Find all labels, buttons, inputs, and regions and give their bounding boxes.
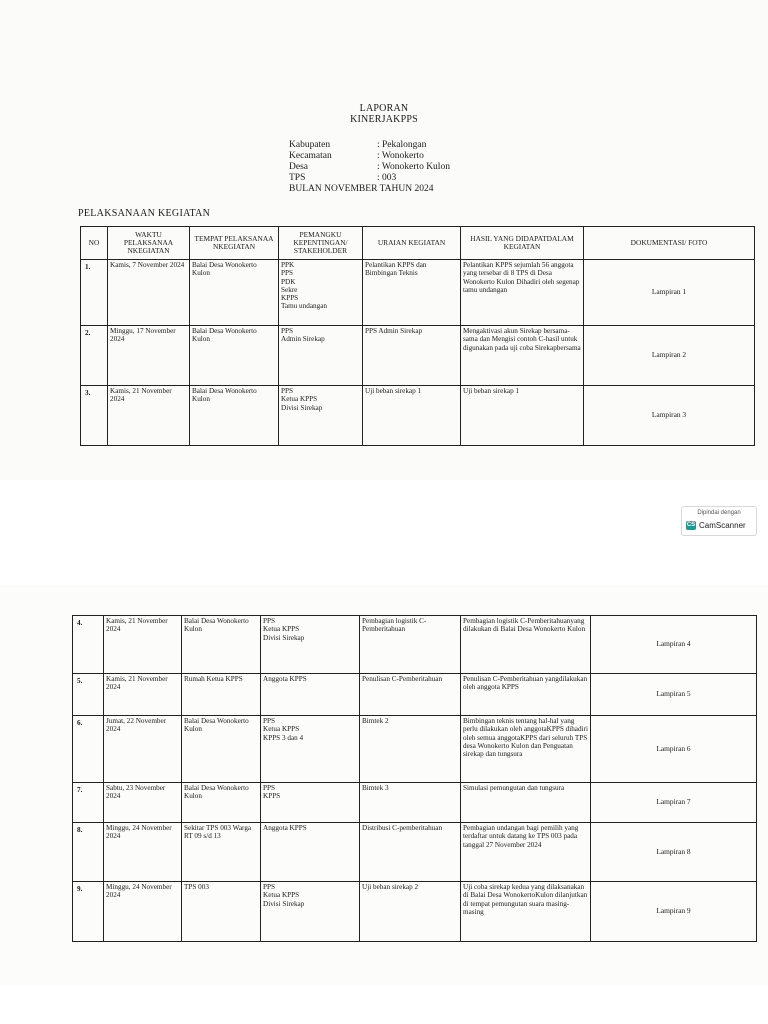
info-value: : Wonokerto Kulon bbox=[377, 162, 450, 172]
table-row bbox=[73, 616, 757, 674]
info-value: : 003 bbox=[377, 173, 397, 183]
column-header-waktu: WAKTU PELAKSANAA NKEGIATAN bbox=[108, 227, 190, 260]
info-row-kabupaten bbox=[289, 140, 450, 151]
cell-waktu: Minggu, 24 November 2024 bbox=[104, 882, 182, 942]
cell-dokumentasi: Lampiran 7 bbox=[591, 783, 757, 823]
info-row-kecamatan bbox=[289, 151, 450, 162]
stakeholder-line: PPS bbox=[263, 883, 275, 891]
info-label: Kecamatan bbox=[289, 151, 332, 161]
cell-waktu: Kamis, 21 November 2024 bbox=[108, 386, 190, 446]
cell-stakeholder bbox=[279, 326, 363, 386]
cell-hasil: Uji beban sirekap 1 bbox=[461, 386, 584, 446]
cell-dokumentasi: Lampiran 9 bbox=[591, 882, 757, 942]
cell-tempat: Rumah Ketua KPPS bbox=[182, 674, 261, 716]
report-title-line-1: LAPORAN bbox=[359, 103, 409, 114]
column-header-no: NO bbox=[81, 227, 108, 260]
column-header-uraian: URAIAN KEGIATAN bbox=[363, 227, 461, 260]
cell-tempat: Balai Desa Wonokerto Kulon bbox=[190, 326, 279, 386]
cell-uraian: Uji beban sirekap 1 bbox=[363, 386, 461, 446]
report-info-block bbox=[289, 140, 450, 195]
table-row bbox=[81, 386, 755, 446]
cell-stakeholder bbox=[279, 260, 363, 326]
info-row-tps bbox=[289, 173, 450, 184]
cell-no: 3. bbox=[81, 386, 108, 446]
camscanner-name: CamScanner bbox=[699, 521, 746, 530]
cell-hasil: Pembagian logistik C-Pemberitahuanyang dilakukan di Balai Desa Wonokerto Kulon bbox=[461, 616, 591, 674]
stakeholder-line: Anggota KPPS bbox=[263, 824, 307, 832]
activity-table-page-2 bbox=[72, 615, 757, 942]
stakeholder-line: PPS bbox=[281, 269, 293, 278]
cell-waktu: Minggu, 17 November 2024 bbox=[108, 326, 190, 386]
cell-dokumentasi: Lampiran 4 bbox=[591, 616, 757, 674]
cell-tempat: Sekitar TPS 003 Warga RT 09 s/d 13 bbox=[182, 823, 261, 882]
cell-dokumentasi: Lampiran 2 bbox=[584, 326, 755, 386]
stakeholder-line: KPPS bbox=[281, 294, 299, 303]
cell-no: 9. bbox=[73, 882, 104, 942]
stakeholder-line: Tamu undangan bbox=[281, 302, 328, 311]
cell-tempat: Balai Desa Wonokerto Kulon bbox=[182, 783, 261, 823]
cell-hasil: Simulasi pemungutan dan tungsura bbox=[461, 783, 591, 823]
cell-waktu: Minggu, 24 November 2024 bbox=[104, 823, 182, 882]
report-month: BULAN NOVEMBER TAHUN 2024 bbox=[289, 184, 434, 194]
table-row bbox=[73, 783, 757, 823]
stakeholder-line: PDK bbox=[281, 277, 296, 286]
cell-no: 4. bbox=[73, 616, 104, 674]
stakeholder-line: KPPS bbox=[263, 792, 281, 801]
info-label: Kabupaten bbox=[289, 140, 331, 150]
cell-uraian: Pembagian logistik C-Pemberitahuan bbox=[360, 616, 461, 674]
cell-hasil: Uji coba sirekap kedua yang dilaksanakan di Balai Desa WonokertoKulon dilanjutkan di tempat pemungutan suara masing-masing bbox=[461, 882, 591, 942]
table-row bbox=[81, 326, 755, 386]
stakeholder-line: PPS bbox=[281, 327, 293, 335]
cell-uraian: Distribusi C-pemberitahuan bbox=[360, 823, 461, 882]
cell-dokumentasi: Lampiran 1 bbox=[584, 260, 755, 326]
cell-uraian: Bimtek 2 bbox=[360, 716, 461, 783]
cell-stakeholder bbox=[261, 882, 360, 942]
cell-stakeholder bbox=[261, 783, 360, 823]
column-header-tempat: TEMPAT PELAKSANAA NKEGIATAN bbox=[190, 227, 279, 260]
cell-dokumentasi: Lampiran 3 bbox=[584, 386, 755, 446]
stakeholder-line: Ketua KPPS bbox=[281, 395, 318, 404]
table-row bbox=[73, 823, 757, 882]
camscanner-caption: Dipindai dengan bbox=[697, 510, 741, 516]
cell-no: 8. bbox=[73, 823, 104, 882]
cell-hasil: Pembagian undangan bagi pemilih yang terdaftar untuk datang ke TPS 003 pada tanggal 27 November 2024 bbox=[461, 823, 591, 882]
stakeholder-line: Anggota KPPS bbox=[263, 675, 307, 683]
stakeholder-line: Divisi Sirekap bbox=[281, 403, 323, 412]
cell-waktu: Kamis, 21 November 2024 bbox=[104, 674, 182, 716]
cell-stakeholder bbox=[279, 386, 363, 446]
info-value: : Pekalongan bbox=[377, 140, 427, 150]
cell-no: 2. bbox=[81, 326, 108, 386]
cell-waktu: Kamis, 21 November 2024 bbox=[104, 616, 182, 674]
stakeholder-line: Ketua KPPS bbox=[263, 725, 300, 734]
cell-uraian: Uji beban sirekap 2 bbox=[360, 882, 461, 942]
activity-table-page-1 bbox=[80, 226, 755, 446]
stakeholder-line: Divisi Sirekap bbox=[263, 633, 305, 642]
stakeholder-line: KPPS 3 dan 4 bbox=[263, 733, 304, 742]
table-row bbox=[73, 882, 757, 942]
section-title: PELAKSANAAN KEGIATAN bbox=[78, 208, 211, 219]
cell-tempat: Balai Desa Wonokerto Kulon bbox=[190, 386, 279, 446]
stakeholder-line: Divisi Sirekap bbox=[263, 899, 305, 908]
cell-no: 5. bbox=[73, 674, 104, 716]
cell-tempat: TPS 003 bbox=[182, 882, 261, 942]
stakeholder-line: PPS bbox=[263, 617, 275, 625]
stakeholder-line: PPS bbox=[281, 387, 293, 395]
cell-dokumentasi: Lampiran 5 bbox=[591, 674, 757, 716]
column-header-stakeholder: PEMANGKU KEPENTINGAN/ STAKEHOLDER bbox=[279, 227, 363, 260]
cell-dokumentasi: Lampiran 8 bbox=[591, 823, 757, 882]
column-header-dokumentasi: DOKUMENTASI/ FOTO bbox=[584, 227, 755, 260]
table-row bbox=[73, 674, 757, 716]
cell-hasil: Penulisan C-Pemberitahuan yangdilakukan oleh anggota KPPS bbox=[461, 674, 591, 716]
stakeholder-line: Ketua KPPS bbox=[263, 625, 300, 634]
info-value: : Wonokerto bbox=[377, 151, 424, 161]
cell-waktu: Kamis, 7 November 2024 bbox=[108, 260, 190, 326]
cell-hasil: Pelantikan KPPS sejumlah 56 anggota yang tersebar di 8 TPS di Desa Wonokerto Kulon Dihadiri oleh segenap tamu undangan bbox=[461, 260, 584, 326]
stakeholder-line: PPS bbox=[263, 717, 275, 725]
cell-hasil: Bimbingan teknis tentang hal-hal yang perlu dilakukan oleh anggotaKPPS dihadiri oleh semua anggotaKPPS dari seluruh TPS desa Wonokerto Kulon dan Penguatan sirekap dan tungsura bbox=[461, 716, 591, 783]
cell-no: 1. bbox=[81, 260, 108, 326]
cell-stakeholder bbox=[261, 674, 360, 716]
column-header-hasil: HASIL YANG DIDAPATDALAM KEGIATAN bbox=[461, 227, 584, 260]
cell-stakeholder bbox=[261, 823, 360, 882]
table-header-row bbox=[81, 227, 755, 260]
cell-no: 7. bbox=[73, 783, 104, 823]
cell-waktu: Jumat, 22 November 2024 bbox=[104, 716, 182, 783]
stakeholder-line: Admin Sirekap bbox=[281, 335, 325, 344]
camscanner-badge bbox=[681, 506, 757, 536]
camscanner-logo-icon: CS bbox=[686, 522, 696, 528]
info-row-desa bbox=[289, 162, 450, 173]
cell-uraian: Penulisan C-Pemberitahuan bbox=[360, 674, 461, 716]
cell-hasil: Mengaktivasi akun Sirekap bersama-sama dan Mengisi contoh C-hasil untuk digunakan pada uji coba Sirekapbersama bbox=[461, 326, 584, 386]
report-title bbox=[0, 103, 768, 125]
info-label: TPS bbox=[289, 173, 306, 183]
cell-uraian: Bimtek 3 bbox=[360, 783, 461, 823]
cell-stakeholder bbox=[261, 616, 360, 674]
table-row bbox=[73, 716, 757, 783]
info-label: Desa bbox=[289, 162, 308, 172]
cell-no: 6. bbox=[73, 716, 104, 783]
cell-dokumentasi: Lampiran 6 bbox=[591, 716, 757, 783]
cell-stakeholder bbox=[261, 716, 360, 783]
cell-tempat: Balai Desa Wonokerto Kulon bbox=[182, 616, 261, 674]
stakeholder-line: Ketua KPPS bbox=[263, 891, 300, 900]
cell-uraian: Pelantikan KPPS dan Bimbingan Teknis bbox=[363, 260, 461, 326]
cell-waktu: Sabtu, 23 November 2024 bbox=[104, 783, 182, 823]
cell-tempat: Balai Desa Wonokerto Kulon bbox=[190, 260, 279, 326]
cell-uraian: PPS Admin Sirekap bbox=[363, 326, 461, 386]
table-row bbox=[81, 260, 755, 326]
cell-tempat: Balai Desa Wonokerto Kulon bbox=[182, 716, 261, 783]
stakeholder-line: PPK bbox=[281, 261, 295, 269]
stakeholder-line: Sekre bbox=[281, 285, 298, 294]
stakeholder-line: PPS bbox=[263, 784, 275, 792]
report-title-line-2: KINERJAKPPS bbox=[350, 114, 418, 125]
